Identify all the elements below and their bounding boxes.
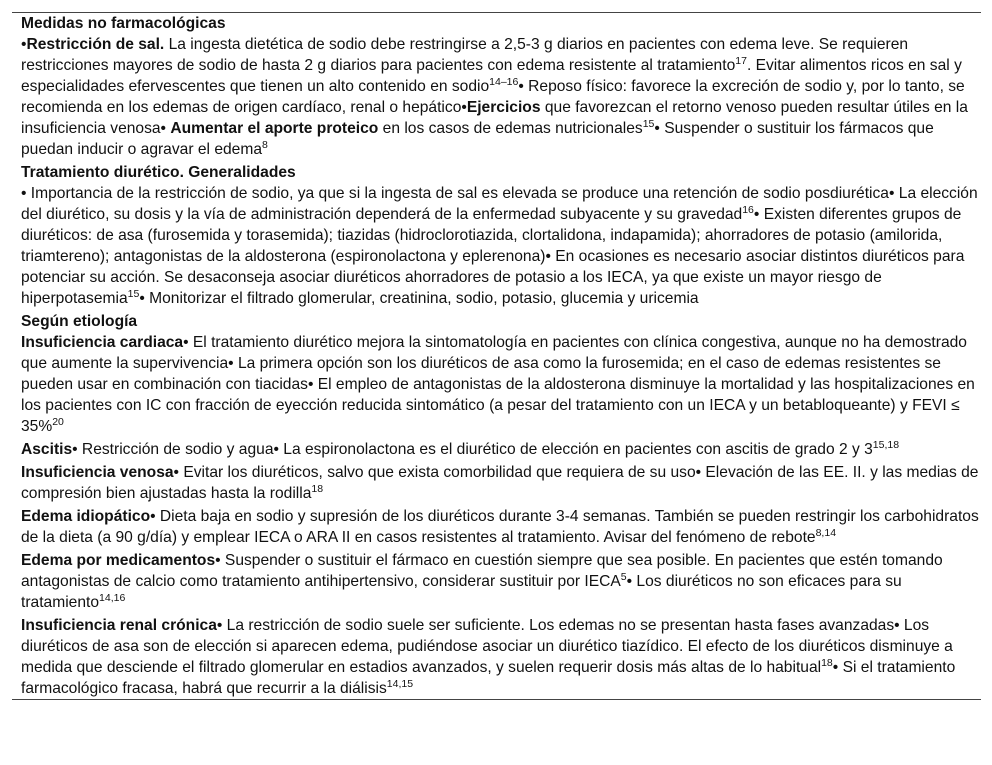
bold-term: Aumentar el aporte proteico xyxy=(170,120,379,137)
text-run: • Suspender o sustituir el fármaco en cuestión siempre que sea posible. En pacientes que estén tomando antagonistas de calcio como tratamiento antihipertensivo, considerar sustituir por IECA xyxy=(21,552,943,590)
citation: 16 xyxy=(742,204,754,216)
section-heading-diuretic-general: Tratamiento diurético. Generalidades xyxy=(21,164,296,181)
non-pharmacological-measures-text xyxy=(12,34,981,160)
text-run: • El tratamiento diurético mejora la sintomatología en pacientes con clínica congestiva, aunque no ha demostrado que aumente la supervivencia• La primera opción son los diuréticos de asa como la furosemida; en el caso de edemas resistentes se pueden usar en combinación con tiacidas• El empleo de antagonistas de la aldosterona disminuye la mortalidad y las hospitalizaciones en los pacientes con IC con fracción de eyección reducida sintomático (a pesar del tratamiento con un IECA y un betabloqueante) y FEVI ≤ 35% xyxy=(21,334,975,435)
text-run: • Existen diferentes grupos de diuréticos: de asa (furosemida y torasemida); tiazidas (hidroclorotiazida, clortalidona, indapamida); ahorradores de potasio (amilorida, triamtereno); antagonistas de la aldosterona (espironolactona y eplerenona)• En ocasiones es necesario asociar distintos diuréticos para potenciar su acción. Se desaconseja asociar diuréticos ahorradores de potasio a los IECA, ya que existe un mayor riesgo de hiperpotasemia xyxy=(21,206,965,307)
bold-term: Edema por medicamentos xyxy=(21,552,216,569)
bold-term: Insuficiencia renal crónica xyxy=(21,617,217,634)
text-run: • Si el tratamiento farmacológico fracasa, habrá que recurrir a la diálisis xyxy=(21,659,956,697)
citation: 14–16 xyxy=(489,76,519,88)
etiology-venous-insufficiency xyxy=(12,462,981,504)
treatment-table xyxy=(12,12,981,700)
etiology-chronic-renal-failure xyxy=(12,615,981,699)
citation: 15,18 xyxy=(872,439,900,451)
citation: 14,16 xyxy=(99,592,126,604)
text-run: • Suspender o sustituir los fármacos que puedan inducir o agravar el edema xyxy=(21,120,934,158)
citation: 20 xyxy=(52,416,64,428)
bold-term: Insuficiencia cardiaca xyxy=(21,334,184,351)
section-heading-etiology: Según etiología xyxy=(21,313,138,330)
citation: 18 xyxy=(821,657,833,669)
citation: 14,15 xyxy=(386,678,414,690)
text-run: . Evitar alimentos ricos en sal y especialidades efervescentes que tienen un alto contenido en sodio xyxy=(21,57,962,95)
bold-term: Edema idiopático xyxy=(21,508,151,525)
citation: 8 xyxy=(262,139,268,151)
text-run: • xyxy=(21,36,27,53)
text-run: • La restricción de sodio suele ser suficiente. Los edemas no se presentan hasta fases avanzadas• Los diuréticos de asa son de elección si aparecen edema, pudiéndose asociar un diurético tiazídico. El efecto de los diuréticos disminuye a medida que desciende el filtrado glomerular en estadios avanzados, y suelen requerir dosis más altas de lo habitual xyxy=(21,617,953,676)
text-run: en los casos de edemas nutricionales xyxy=(378,120,643,137)
text-run: que favorezcan el retorno venoso pueden resultar útiles en la insuficiencia venosa• xyxy=(21,99,968,137)
etiology-cardiac-failure xyxy=(12,332,981,437)
etiology-idiopathic-edema xyxy=(12,506,981,548)
citation: 15 xyxy=(642,118,655,130)
citation: 15 xyxy=(127,288,140,300)
text-run: • Monitorizar el filtrado glomerular, creatinina, sodio, potasio, glucemia y uricemia xyxy=(139,290,699,307)
text-run: • Importancia de la restricción de sodio, ya que si la ingesta de sal es elevada se produce una retención de sodio posdiurética• La elección del diurético, su dosis y la vía de administración dependerá de la enfermedad subyacente y su gravedad xyxy=(21,185,978,223)
etiology-drug-induced-edema xyxy=(12,550,981,613)
citation: 18 xyxy=(311,483,324,495)
text-run: • Evitar los diuréticos, salvo que exista comorbilidad que requiera de su uso• Elevación de las EE. II. y las medias de compresión bien ajustadas hasta la rodilla xyxy=(21,464,979,502)
bold-term: Insuficiencia venosa xyxy=(21,464,174,481)
citation: 5 xyxy=(620,571,627,583)
bold-term: Ascitis xyxy=(21,441,73,458)
citation: 17 xyxy=(735,55,747,67)
citation: 8,14 xyxy=(815,527,837,539)
section-heading-non-pharmacological: Medidas no farmacológicas xyxy=(21,15,226,32)
etiology-ascites xyxy=(12,439,981,460)
text-run: La ingesta dietética de sodio debe restringirse a 2,5-3 g diarios en pacientes con edema leve. Se requieren restricciones mayores de sodio de hasta 2 g diarios para pacientes con edema resistente al tratamiento xyxy=(21,36,909,74)
bold-term: Ejercicios xyxy=(466,99,541,116)
bold-term: Restricción de sal. xyxy=(26,36,165,53)
text-run: • Dieta baja en sodio y supresión de los diuréticos durante 3-4 semanas. También se pueden restringir los carbohidratos de la dieta (a 90 g/día) y emplear IECA o ARA II en casos resistentes al tratamiento. Avisar del fenómeno de rebote xyxy=(21,508,979,546)
text-run: • Reposo físico: favorece la excreción de sodio y, por lo tanto, se recomienda en los edemas de origen cardíaco, renal o hepático• xyxy=(21,78,965,116)
diuretic-general-text xyxy=(12,183,981,309)
text-run: • Los diuréticos no son eficaces para su tratamiento xyxy=(21,573,902,611)
text-run: • Restricción de sodio y agua• La espironolactona es el diurético de elección en pacientes con ascitis de grado 2 y 3 xyxy=(72,441,873,458)
